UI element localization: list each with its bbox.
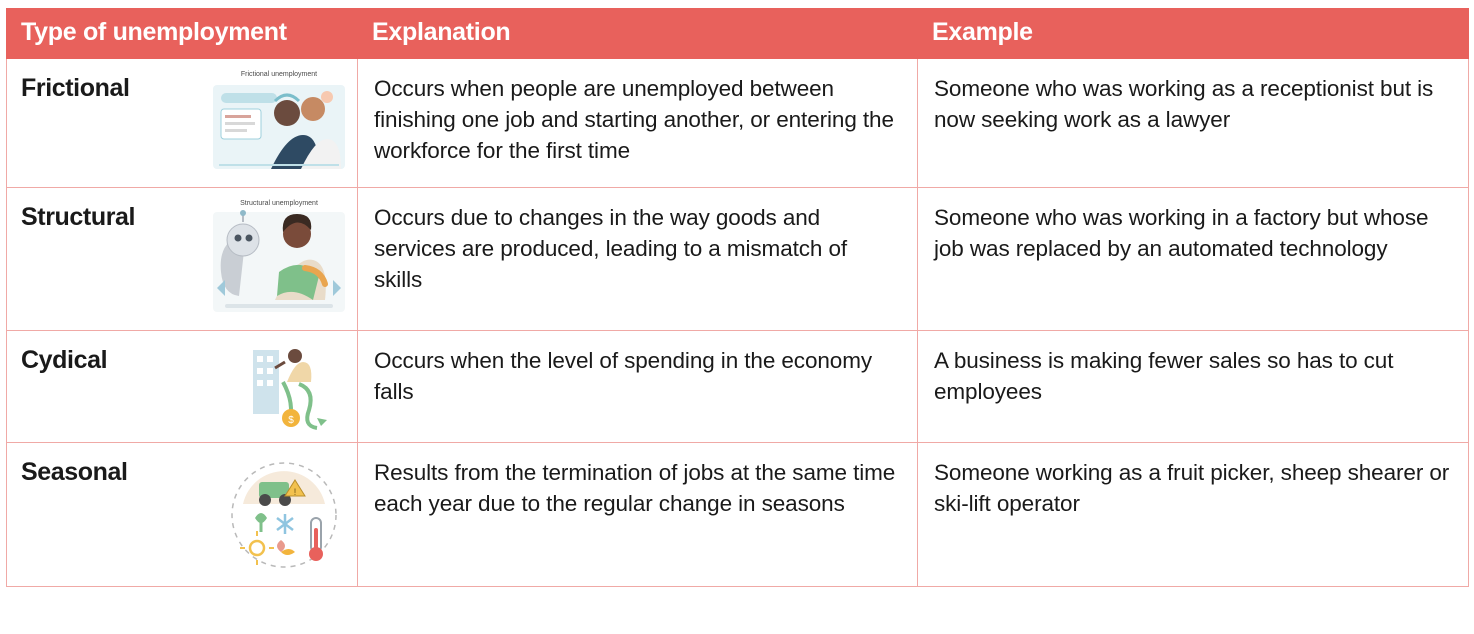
column-header-example: Example — [918, 9, 1469, 59]
cell-example: A business is making fewer sales so has to cut employees — [918, 331, 1469, 443]
cell-explanation: Occurs when the level of spending in the economy falls — [358, 331, 918, 443]
cell-explanation: Occurs when people are unemployed between finishing one job and starting another, or entering the workforce for the first time — [358, 59, 918, 188]
seasonal-unemployment-illustration — [213, 455, 349, 574]
table-row — [7, 188, 1469, 331]
table-row — [7, 331, 1469, 443]
column-header-type: Type of unemployment — [7, 9, 358, 59]
unemployment-type-label: Structural — [21, 203, 136, 231]
cell-explanation: Results from the termination of jobs at the same time each year due to the regular change in seasons — [358, 443, 918, 587]
unemployment-type-label: Cydical — [21, 346, 108, 374]
svg-text:$: $ — [288, 415, 294, 426]
svg-text:!: ! — [293, 487, 297, 497]
cell-type — [7, 443, 358, 587]
cell-example: Someone who was working in a factory but whose job was replaced by an automated technology — [918, 188, 1469, 331]
cell-example: Someone working as a fruit picker, sheep shearer or ski-lift operator — [918, 443, 1469, 587]
table-header-row — [7, 9, 1469, 59]
unemployment-type-label: Frictional — [21, 74, 130, 102]
cell-type — [7, 59, 358, 188]
cyclical-unemployment-illustration — [233, 343, 349, 430]
cell-type — [7, 188, 358, 331]
types-of-unemployment-table — [6, 8, 1469, 587]
table-row — [7, 443, 1469, 587]
illustration-caption: Frictional unemployment — [240, 71, 318, 78]
table-row — [7, 59, 1469, 188]
illustration-caption: Structural unemployment — [240, 200, 318, 207]
frictional-unemployment-illustration — [203, 71, 349, 175]
column-header-explanation: Explanation — [358, 9, 918, 59]
table-header — [7, 9, 1469, 59]
unemployment-type-label: Seasonal — [21, 458, 128, 486]
cell-example: Someone who was working as a receptionist but is now seeking work as a lawyer — [918, 59, 1469, 188]
cell-explanation: Occurs due to changes in the way goods and services are produced, leading to a mismatch of skills — [358, 188, 918, 331]
table-body — [7, 59, 1469, 587]
structural-unemployment-illustration — [203, 200, 349, 318]
cell-type — [7, 331, 358, 443]
